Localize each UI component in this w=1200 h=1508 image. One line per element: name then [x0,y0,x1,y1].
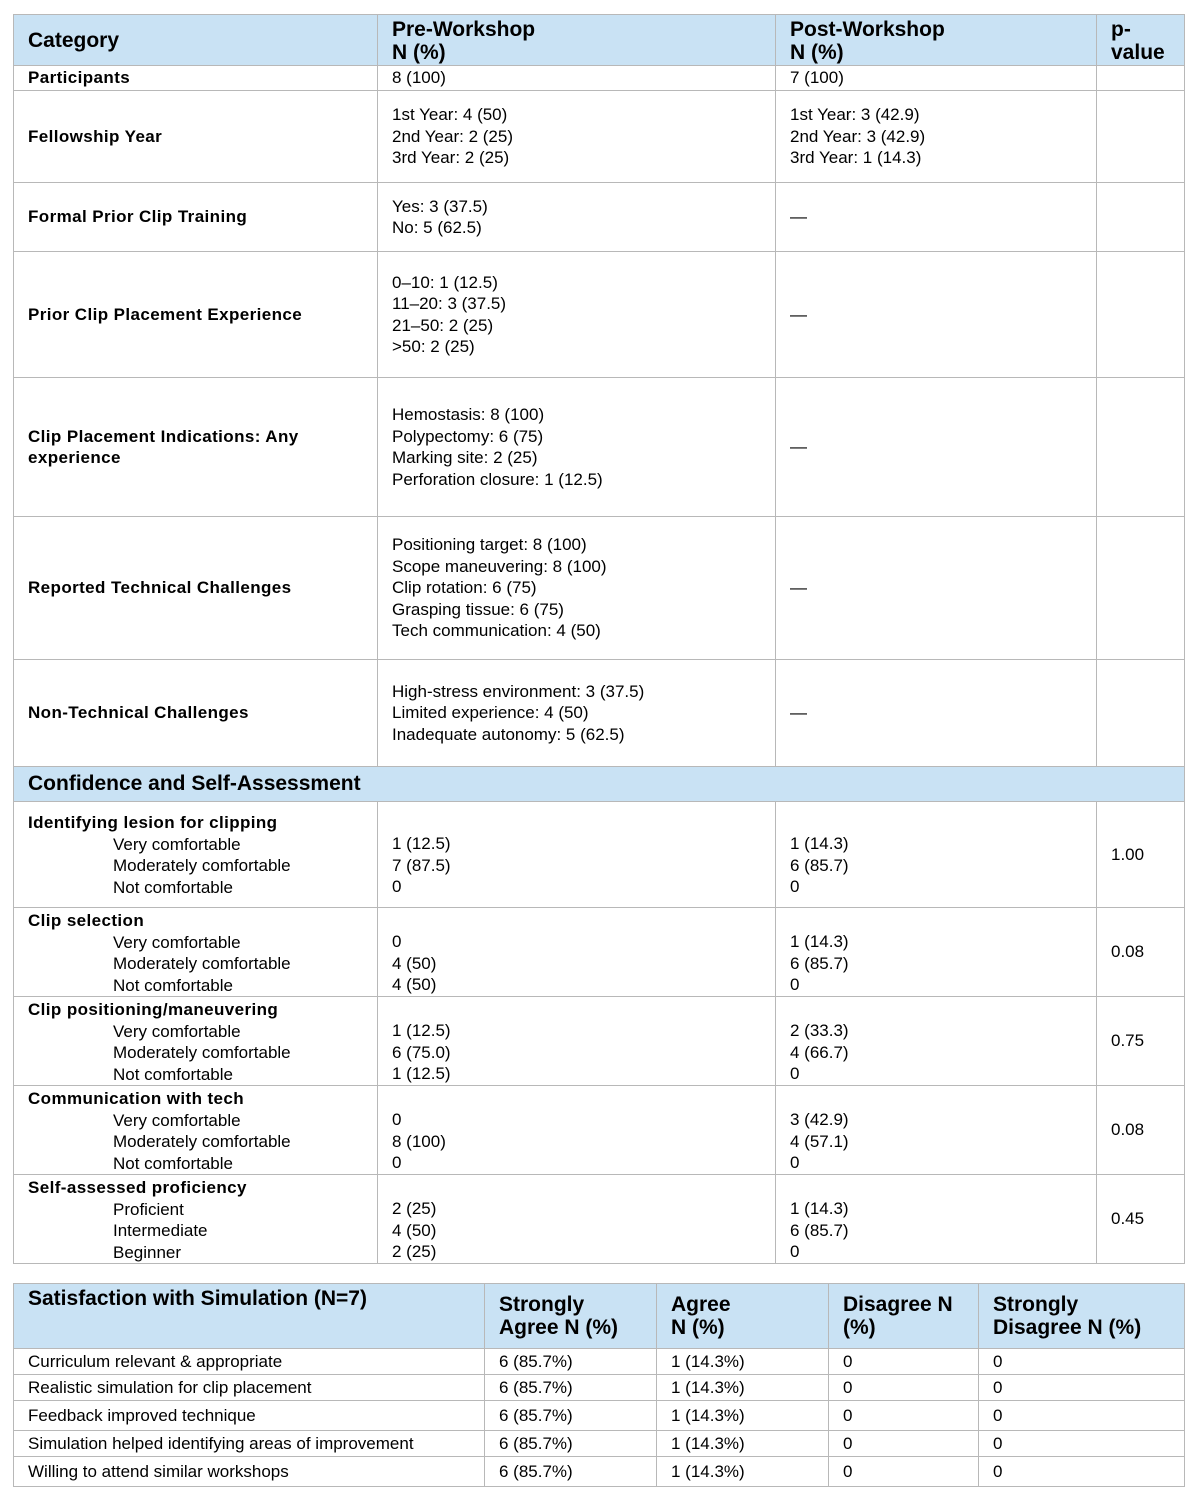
strongly-disagree-value: 0 [979,1457,1185,1487]
strongly-agree-value: 6 (85.7%) [485,1349,657,1375]
agree-value: 1 (14.3%) [657,1349,829,1375]
agree-value: 1 (14.3%) [657,1401,829,1431]
confidence-row [14,802,1185,908]
row-p-value [1097,252,1185,378]
row-category: Prior Clip Placement Experience [14,252,378,378]
section-header-row [14,767,1185,802]
disagree-value: 0 [829,1457,979,1487]
disagree-value: 0 [829,1431,979,1457]
satisfaction-item: Realistic simulation for clip placement [14,1375,485,1401]
confidence-post-value: 3 (42.9) 4 (57.1) 0 [776,1086,1097,1175]
table2-header-row [14,1284,1185,1349]
agree-value: 1 (14.3%) [657,1457,829,1487]
section-title: Confidence and Self-Assessment [14,767,1185,802]
table-row [14,252,1185,378]
confidence-p-value: 0.75 [1097,997,1185,1086]
strongly-disagree-value: 0 [979,1349,1185,1375]
confidence-question-title: Self-assessed proficiency [28,1178,247,1197]
strongly-disagree-value: 0 [979,1431,1185,1457]
confidence-pre-value: 2 (25) 4 (50) 2 (25) [378,1175,776,1264]
row-p-value [1097,378,1185,517]
confidence-post-value: 1 (14.3) 6 (85.7) 0 [776,908,1097,997]
row-pre-value: 0–10: 1 (12.5) 11–20: 3 (37.5) 21–50: 2 (25) >50: 2 (25) [378,252,776,378]
row-post-value: — [776,660,1097,767]
confidence-question-cell [14,1086,378,1175]
row-category: Non-Technical Challenges [14,660,378,767]
strongly-disagree-value: 0 [979,1401,1185,1431]
row-p-value [1097,517,1185,660]
satisfaction-item: Curriculum relevant & appropriate [14,1349,485,1375]
table-row [14,1349,1185,1375]
confidence-pre-value: 1 (12.5) 7 (87.5) 0 [378,802,776,908]
row-category: Participants [14,66,378,91]
disagree-value: 0 [829,1375,979,1401]
confidence-post-value: 2 (33.3) 4 (66.7) 0 [776,997,1097,1086]
row-category: Clip Placement Indications: Any experience [14,378,378,517]
confidence-row [14,1175,1185,1264]
row-category: Fellowship Year [14,91,378,183]
strongly-disagree-value: 0 [979,1375,1185,1401]
confidence-options: Very comfortable Moderately comfortable Not comfortable [113,1110,291,1173]
header-strongly-agree: Strongly Agree N (%) [485,1284,657,1349]
table-row [14,517,1185,660]
confidence-question-cell [14,1175,378,1264]
confidence-post-value: 1 (14.3) 6 (85.7) 0 [776,802,1097,908]
table-row [14,378,1185,517]
agree-value: 1 (14.3%) [657,1375,829,1401]
confidence-row [14,908,1185,997]
row-post-value: — [776,378,1097,517]
header-post-workshop: Post-Workshop N (%) [776,15,1097,66]
table1-header-row [14,15,1185,66]
header-satisfaction: Satisfaction with Simulation (N=7) [14,1284,485,1349]
header-p-value: p- value [1097,15,1185,66]
confidence-options: Very comfortable Moderately comfortable Not comfortable [113,932,291,995]
confidence-pre-value: 0 4 (50) 4 (50) [378,908,776,997]
agree-value: 1 (14.3%) [657,1431,829,1457]
header-strongly-disagree: Strongly Disagree N (%) [979,1284,1185,1349]
row-pre-value: Yes: 3 (37.5) No: 5 (62.5) [378,183,776,252]
confidence-options: Very comfortable Moderately comfortable Not comfortable [113,834,291,897]
confidence-p-value: 0.45 [1097,1175,1185,1264]
row-post-value: — [776,517,1097,660]
table-row [14,1401,1185,1431]
confidence-question-title: Identifying lesion for clipping [28,813,278,832]
demographics-confidence-table [13,14,1185,1264]
strongly-agree-value: 6 (85.7%) [485,1375,657,1401]
table-row [14,1457,1185,1487]
table-row [14,183,1185,252]
strongly-agree-value: 6 (85.7%) [485,1457,657,1487]
satisfaction-item: Feedback improved technique [14,1401,485,1431]
row-category: Reported Technical Challenges [14,517,378,660]
disagree-value: 0 [829,1349,979,1375]
row-p-value [1097,660,1185,767]
header-agree: Agree N (%) [657,1284,829,1349]
row-category: Formal Prior Clip Training [14,183,378,252]
row-pre-value: 8 (100) [378,66,776,91]
confidence-options: Proficient Intermediate Beginner [113,1199,208,1262]
confidence-p-value: 0.08 [1097,908,1185,997]
row-pre-value: 1st Year: 4 (50) 2nd Year: 2 (25) 3rd Year: 2 (25) [378,91,776,183]
table-row [14,91,1185,183]
confidence-question-cell [14,908,378,997]
row-post-value: 7 (100) [776,66,1097,91]
row-pre-value: High-stress environment: 3 (37.5) Limited experience: 4 (50) Inadequate autonomy: 5 (62.5) [378,660,776,767]
confidence-pre-value: 1 (12.5) 6 (75.0) 1 (12.5) [378,997,776,1086]
confidence-question-cell [14,802,378,908]
confidence-options: Very comfortable Moderately comfortable Not comfortable [113,1021,291,1084]
table-row [14,1375,1185,1401]
confidence-question-title: Communication with tech [28,1089,245,1108]
row-post-value: — [776,252,1097,378]
confidence-post-value: 1 (14.3) 6 (85.7) 0 [776,1175,1097,1264]
header-pre-workshop: Pre-Workshop N (%) [378,15,776,66]
row-p-value [1097,66,1185,91]
row-p-value [1097,91,1185,183]
satisfaction-table [13,1283,1185,1487]
row-post-value: 1st Year: 3 (42.9) 2nd Year: 3 (42.9) 3rd Year: 1 (14.3) [776,91,1097,183]
row-post-value: — [776,183,1097,252]
table-row [14,660,1185,767]
row-pre-value: Positioning target: 8 (100) Scope maneuvering: 8 (100) Clip rotation: 6 (75) Grasping tissue: 6 (75) Tech communication: 4 (50) [378,517,776,660]
confidence-question-cell [14,997,378,1086]
strongly-agree-value: 6 (85.7%) [485,1401,657,1431]
confidence-question-title: Clip positioning/maneuvering [28,1000,279,1019]
satisfaction-item: Willing to attend similar workshops [14,1457,485,1487]
row-p-value [1097,183,1185,252]
strongly-agree-value: 6 (85.7%) [485,1431,657,1457]
header-category: Category [14,15,378,66]
satisfaction-item: Simulation helped identifying areas of improvement [14,1431,485,1457]
confidence-question-title: Clip selection [28,911,145,930]
row-pre-value: Hemostasis: 8 (100) Polypectomy: 6 (75) Marking site: 2 (25) Perforation closure: 1 (12.5) [378,378,776,517]
confidence-row [14,997,1185,1086]
confidence-row [14,1086,1185,1175]
confidence-p-value: 0.08 [1097,1086,1185,1175]
header-disagree: Disagree N (%) [829,1284,979,1349]
table-row [14,66,1185,91]
confidence-p-value: 1.00 [1097,802,1185,908]
disagree-value: 0 [829,1401,979,1431]
confidence-pre-value: 0 8 (100) 0 [378,1086,776,1175]
table-row [14,1431,1185,1457]
